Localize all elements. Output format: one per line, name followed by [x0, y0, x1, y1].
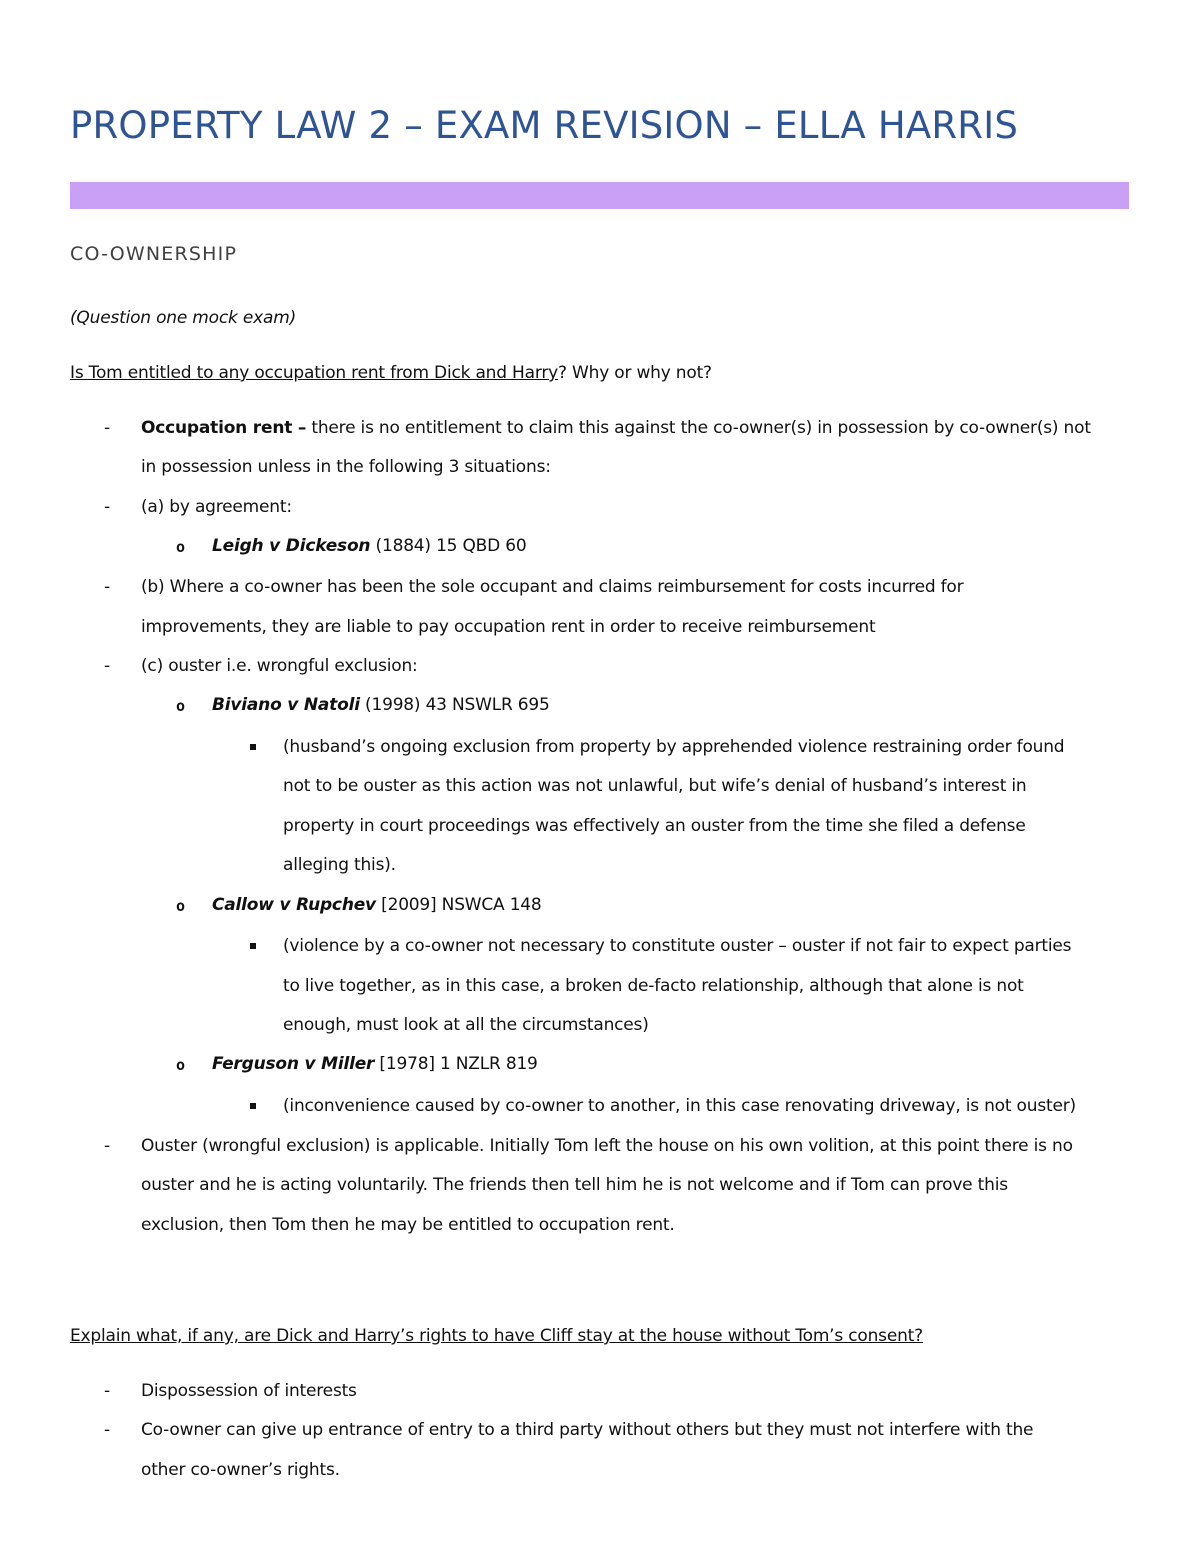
- case-name: Biviano v Natoli: [212, 695, 360, 715]
- dash-bullet: -: [104, 418, 111, 438]
- dash-bullet: -: [104, 1420, 111, 1440]
- circle-bullet: o: [176, 897, 186, 915]
- situation-b-line-2: improvements, they are liable to pay occupation rent in order to receive reimbursement: [141, 617, 876, 637]
- ferguson-note-line: (inconvenience caused by co-owner to another, in this case renovating driveway, is not ouster): [283, 1096, 1076, 1116]
- case-citation: [1978] 1 NZLR 819: [374, 1054, 538, 1074]
- square-bullet: [250, 943, 256, 949]
- situation-b-line-1: (b) Where a co-owner has been the sole occupant and claims reimbursement for costs incurred for: [141, 577, 964, 597]
- square-bullet: [250, 1103, 256, 1109]
- dispossession-item: Dispossession of interests: [141, 1381, 357, 1401]
- dash-bullet: -: [104, 656, 111, 676]
- occupation-rent-term: Occupation rent –: [141, 418, 307, 438]
- coowner-line-2: other co-owner’s rights.: [141, 1460, 340, 1480]
- case-name: Callow v Rupchev: [212, 895, 376, 915]
- coowner-line-1: Co-owner can give up entrance of entry to a third party without others but they must not interfere with the: [141, 1420, 1034, 1440]
- case-citation: (1998) 43 NSWLR 695: [359, 695, 550, 715]
- case-citation: [2009] NSWCA 148: [375, 895, 542, 915]
- callow-note-line: (violence by a co-owner not necessary to constitute ouster – ouster if not fair to expect parties: [283, 936, 1072, 956]
- section-heading: CO-OWNERSHIP: [70, 243, 238, 265]
- question-two: Explain what, if any, are Dick and Harry’s rights to have Cliff stay at the house without Tom’s consent?: [70, 1326, 923, 1346]
- occupation-rent-line-1: [141, 417, 1091, 439]
- case-name: Leigh v Dickeson: [212, 536, 371, 556]
- dash-bullet: -: [104, 497, 111, 517]
- occupation-rent-text: there is no entitlement to claim this against the co-owner(s) in possession by co-owner(s) not: [306, 418, 1091, 438]
- circle-bullet: o: [176, 697, 186, 715]
- case-name: Ferguson v Miller: [212, 1054, 375, 1074]
- ouster-line-1: Ouster (wrongful exclusion) is applicable. Initially Tom left the house on his own volition, at this point there is no: [141, 1136, 1073, 1156]
- dash-bullet: -: [104, 1136, 111, 1156]
- case-citation: (1884) 15 QBD 60: [370, 536, 527, 556]
- biviano-note-line: not to be ouster as this action was not unlawful, but wife’s denial of husband’s interest in: [283, 776, 1027, 796]
- case-ferguson: [212, 1053, 538, 1075]
- ouster-line-2: ouster and he is acting voluntarily. The friends then tell him he is not welcome and if Tom can prove this: [141, 1175, 1008, 1195]
- case-biviano: [212, 694, 550, 716]
- dash-bullet: -: [104, 1381, 111, 1401]
- callow-note-line: to live together, as in this case, a broken de-facto relationship, although that alone is not: [283, 976, 1024, 996]
- case-callow: [212, 894, 542, 916]
- situation-a: (a) by agreement:: [141, 497, 292, 517]
- question-one-rest: ? Why or why not?: [558, 363, 712, 383]
- circle-bullet: o: [176, 1056, 186, 1074]
- square-bullet: [250, 744, 256, 750]
- mock-exam-label: (Question one mock exam): [70, 308, 296, 328]
- biviano-note-line: (husband’s ongoing exclusion from property by apprehended violence restraining order found: [283, 737, 1065, 757]
- ouster-line-3: exclusion, then Tom then he may be entitled to occupation rent.: [141, 1215, 675, 1235]
- situation-c: (c) ouster i.e. wrongful exclusion:: [141, 656, 418, 676]
- title-divider-bar: [70, 182, 1129, 209]
- dash-bullet: -: [104, 577, 111, 597]
- document-title: PROPERTY LAW 2 – EXAM REVISION – ELLA HARRIS: [70, 104, 1019, 147]
- biviano-note-line: alleging this).: [283, 855, 396, 875]
- question-one: [70, 362, 712, 384]
- callow-note-line: enough, must look at all the circumstances): [283, 1015, 649, 1035]
- case-leigh: [212, 535, 526, 557]
- circle-bullet: o: [176, 538, 186, 556]
- biviano-note-line: property in court proceedings was effectively an ouster from the time she filed a defense: [283, 816, 1026, 836]
- question-one-underlined: Is Tom entitled to any occupation rent from Dick and Harry: [70, 363, 558, 383]
- occupation-rent-line-2: in possession unless in the following 3 situations:: [141, 457, 551, 477]
